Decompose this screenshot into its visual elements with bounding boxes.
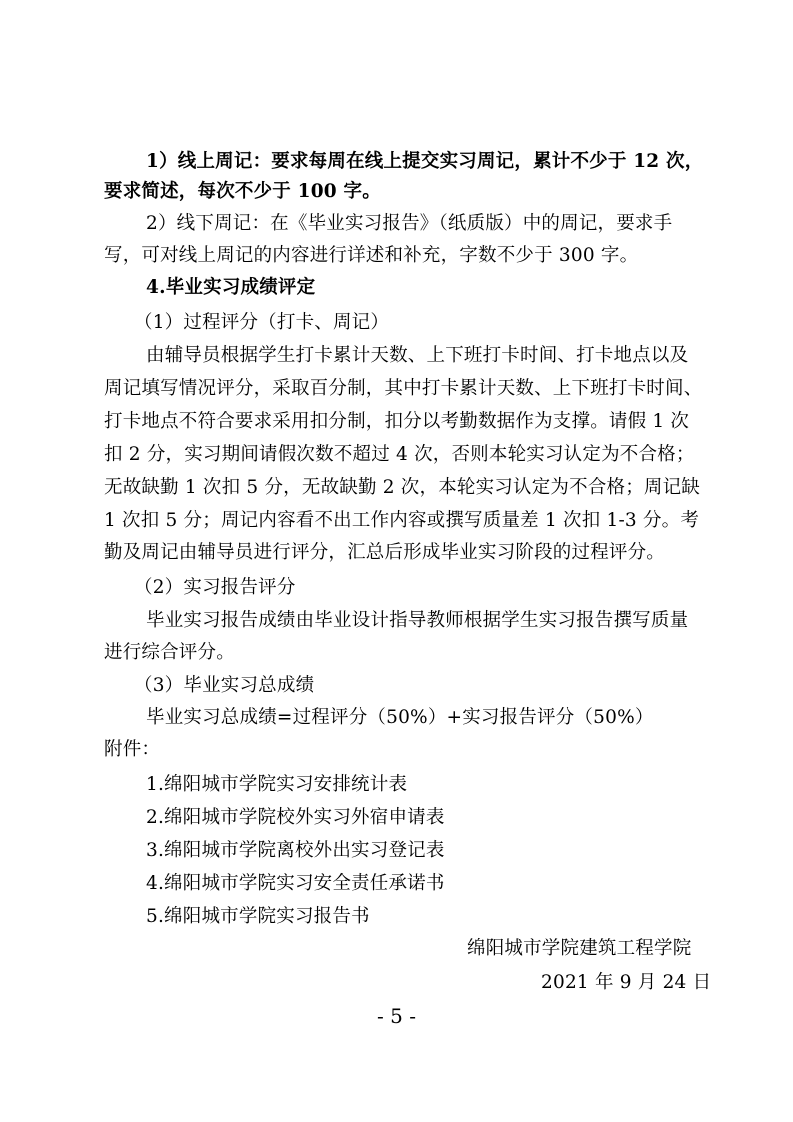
paragraph-total-score-formula: 毕业实习总成绩=过程评分（50%）+实习报告评分（50%） xyxy=(146,707,654,728)
subheading-process-score: （1）过程评分（打卡、周记） xyxy=(134,312,390,333)
paragraph-process-line4: 扣 2 分，实习期间请假次数不超过 4 次，否则本轮实习认定为不合格； xyxy=(104,444,695,465)
attachment-item-2: 2.绵阳城市学院校外实习外宿申请表 xyxy=(146,807,445,828)
paragraph-offline-weekly-line1: 2）线下周记：在《毕业实习报告》（纸质版）中的周记，要求手 xyxy=(146,213,673,234)
paragraph-process-line2: 周记填写情况评分，采取百分制，其中打卡累计天数、上下班打卡时间、 xyxy=(104,378,703,399)
attachment-item-3: 3.绵阳城市学院离校外出实习登记表 xyxy=(146,840,445,861)
paragraph-process-line5: 无故缺勤 1 次扣 5 分，无故缺勤 2 次，本轮实习认定为不合格；周记缺 xyxy=(104,477,700,498)
paragraph-report-line1: 毕业实习报告成绩由毕业设计指导教师根据学生实习报告撰写质量 xyxy=(146,610,689,631)
paragraph-online-weekly-line1: 1）线上周记：要求每周在线上提交实习周记，累计不少于 12 次， xyxy=(146,151,704,172)
signature-organization: 绵阳城市学院建筑工程学院 xyxy=(467,938,692,959)
paragraph-online-weekly-line2: 要求简述，每次不少于 100 字。 xyxy=(104,181,381,202)
page-number: - 5 - xyxy=(377,1004,416,1028)
paragraph-process-line1: 由辅导员根据学生打卡累计天数、上下班打卡时间、打卡地点以及 xyxy=(146,345,689,366)
paragraph-offline-weekly-line2: 写，可对线上周记的内容进行详述和补充，字数不少于 300 字。 xyxy=(104,245,639,266)
subheading-report-score: （2）实习报告评分 xyxy=(134,577,296,598)
attachments-label: 附件： xyxy=(104,739,161,760)
paragraph-process-line6: 1 次扣 5 分；周记内容看不出工作内容或撰写质量差 1 次扣 1-3 分。考 xyxy=(104,510,700,531)
signature-date: 2021 年 9 月 24 日 xyxy=(541,972,712,993)
attachment-item-1: 1.绵阳城市学院实习安排统计表 xyxy=(146,774,408,795)
attachment-item-5: 5.绵阳城市学院实习报告书 xyxy=(146,906,370,927)
attachment-item-4: 4.绵阳城市学院实习安全责任承诺书 xyxy=(146,873,445,894)
paragraph-process-line7: 勤及周记由辅导员进行评分，汇总后形成毕业实习阶段的过程评分。 xyxy=(104,542,666,563)
section-heading-grading: 4.毕业实习成绩评定 xyxy=(146,277,316,298)
paragraph-report-line2: 进行综合评分。 xyxy=(104,642,235,663)
subheading-total-score: （3）毕业实习总成绩 xyxy=(134,675,315,696)
paragraph-process-line3: 打卡地点不符合要求采用扣分制，扣分以考勤数据作为支撑。请假 1 次 xyxy=(104,411,690,432)
